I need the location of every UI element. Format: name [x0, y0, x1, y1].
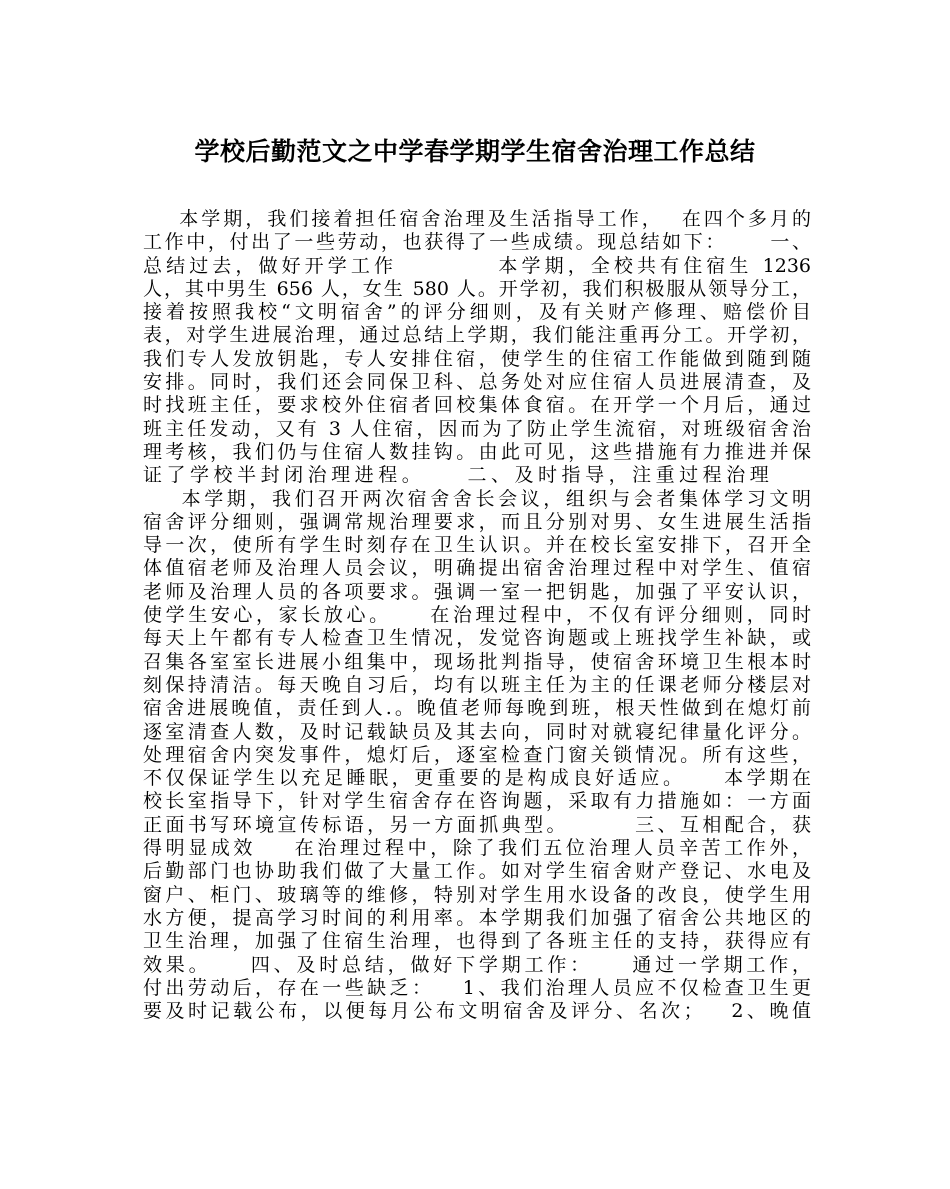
body-line: 导一次，使所有学生时刻存在卫生认识。并在校长室安排下，召开全 — [143, 534, 811, 557]
body-line: 校长室指导下，针对学生宿舍存在咨询题，采取有力措施如：一方面 — [143, 790, 811, 813]
body-line: 老师及治理人员的各项要求。强调一室一把钥匙，加强了平安认识， — [143, 580, 811, 603]
body-line: 接着按照我校“文明宿舍”的评分细则，及有关财产修理、赔偿价目 — [143, 301, 811, 324]
body-line: 使学生安心，家长放心。 在治理过程中，不仅有评分细则，同时 — [143, 604, 811, 627]
body-line: 我们专人发放钥匙，专人安排住宿，使学生的住宿工作能做到随到随 — [143, 347, 811, 370]
body-line: 处理宿舍内突发事件，熄灯后，逐室检查门窗关锁情况。所有这些， — [143, 743, 811, 766]
body-line: 本学期，我们接着担任宿舍治理及生活指导工作， 在四个多月的 — [143, 208, 811, 230]
body-line: 理考核，我们仍与住宿人数挂钩。由此可见，这些措施有力推进并保 — [143, 440, 811, 463]
body-line: 效果。 四、及时总结，做好下学期工作： 通过一学期工作， — [143, 953, 811, 976]
body-line: 体值宿老师及治理人员会议，明确提出宿舍治理过程中对学生、值宿 — [143, 557, 811, 580]
body-line: 水方便，提高学习时间的利用率。本学期我们加强了宿舍公共地区的 — [143, 906, 811, 929]
body-line: 卫生治理，加强了住宿生治理，也得到了各班主任的支持，获得应有 — [143, 930, 811, 953]
body-line: 窗户、柜门、玻璃等的维修，特别对学生用水设备的改良，使学生用 — [143, 883, 811, 906]
body-line: 每天上午都有专人检查卫生情况，发觉咨询题或上班找学生补缺，或 — [143, 627, 811, 650]
body-line: 表，对学生进展治理，通过总结上学期，我们能注重再分工。开学初， — [143, 324, 811, 347]
document-title: 学校后勤范文之中学春学期学生宿舍治理工作总结 — [194, 137, 756, 166]
document-body — [143, 208, 811, 1023]
body-line: 付出劳动后，存在一些缺乏： 1、我们治理人员应不仅检查卫生更 — [143, 976, 811, 999]
body-line: 刻保持清洁。每天晚自习后，均有以班主任为主的任课老师分楼层对 — [143, 673, 811, 696]
body-line: 人，其中男生 656 人，女生 580 人。开学初，我们积极服从领导分工， — [143, 277, 811, 300]
body-line: 宿舍进展晚值，责任到人.。晚值老师每晚到班，根天性做到在熄灯前 — [143, 697, 811, 720]
body-line: 安排。同时，我们还会同保卫科、总务处对应住宿人员进展清查，及 — [143, 371, 811, 394]
body-line: 时找班主任，要求校外住宿者回校集体食宿。在开学一个月后，通过 — [143, 394, 811, 417]
body-line: 工作中，付出了一些劳动，也获得了一些成绩。现总结如下： 一、 — [143, 231, 811, 254]
body-line: 得明显成效 在治理过程中，除了我们五位治理人员辛苦工作外， — [143, 837, 811, 860]
body-line: 本学期，我们召开两次宿舍舍长会议，组织与会者集体学习文明 — [143, 487, 811, 510]
body-line: 要及时记载公布，以便每月公布文明宿舍及评分、名次； 2、晚值 — [143, 1000, 811, 1023]
body-line: 总结过去，做好开学工作 本学期，全校共有住宿生 1236 — [143, 254, 811, 277]
body-line: 召集各室室长进展小组集中，现场批判指导，使宿舍环境卫生根本时 — [143, 650, 811, 673]
body-line: 宿舍评分细则，强调常规治理要求，而且分别对男、女生进展生活指 — [143, 510, 811, 533]
body-line: 证了学校半封闭治理进程。 二、及时指导，注重过程治理 — [143, 464, 811, 487]
body-line: 不仅保证学生以充足睡眠，更重要的是构成良好适应。 本学期在 — [143, 767, 811, 790]
body-line: 班主任发动，又有 3 人住宿，因而为了防止学生流宿，对班级宿舍治 — [143, 417, 811, 440]
body-line: 逐室清查人数，及时记载缺员及其去向，同时对就寝纪律量化评分。 — [143, 720, 811, 743]
body-line: 正面书写环境宣传标语，另一方面抓典型。 三、互相配合，获 — [143, 813, 811, 836]
body-line: 后勤部门也协助我们做了大量工作。如对学生宿舍财产登记、水电及 — [143, 860, 811, 883]
